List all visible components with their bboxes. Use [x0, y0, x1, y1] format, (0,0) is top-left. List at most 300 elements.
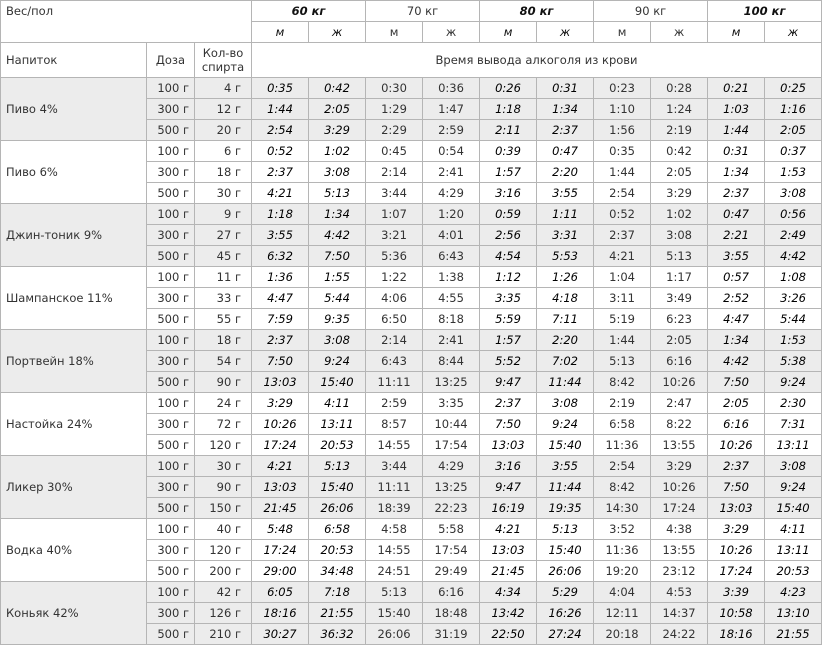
time-cell: 8:57 — [366, 414, 423, 435]
spirit-amount-cell: 27 г — [195, 225, 252, 246]
table-header — [1, 1, 822, 78]
spirit-amount-cell: 90 г — [195, 372, 252, 393]
sex-header-male: м — [366, 22, 423, 43]
time-cell: 5:36 — [366, 246, 423, 267]
time-cell: 0:52 — [252, 141, 309, 162]
spirit-amount-cell: 72 г — [195, 414, 252, 435]
time-cell: 1:11 — [537, 204, 594, 225]
time-cell: 14:55 — [366, 435, 423, 456]
time-cell: 1:53 — [765, 330, 822, 351]
time-cell: 5:13 — [366, 582, 423, 603]
time-cell: 5:38 — [765, 351, 822, 372]
time-cell: 3:08 — [309, 162, 366, 183]
time-cell: 7:59 — [252, 309, 309, 330]
time-cell: 13:11 — [309, 414, 366, 435]
time-cell: 4:11 — [309, 393, 366, 414]
time-cell: 0:54 — [423, 141, 480, 162]
time-cell: 13:25 — [423, 477, 480, 498]
time-cell: 2:05 — [765, 120, 822, 141]
time-cell: 1:34 — [708, 330, 765, 351]
time-cell: 6:16 — [651, 351, 708, 372]
time-cell: 3:55 — [708, 246, 765, 267]
time-cell: 8:18 — [423, 309, 480, 330]
time-cell: 1:53 — [765, 162, 822, 183]
time-cell: 3:49 — [651, 288, 708, 309]
dose-cell: 500 г — [147, 561, 195, 582]
time-cell: 0:59 — [480, 204, 537, 225]
time-cell: 18:16 — [252, 603, 309, 624]
time-cell: 13:03 — [252, 477, 309, 498]
dose-cell: 100 г — [147, 330, 195, 351]
time-cell: 12:11 — [594, 603, 651, 624]
time-cell: 13:11 — [765, 435, 822, 456]
table-row — [1, 204, 822, 225]
time-cell: 13:42 — [480, 603, 537, 624]
time-cell: 4:47 — [252, 288, 309, 309]
time-cell: 2:37 — [708, 183, 765, 204]
time-cell: 2:52 — [708, 288, 765, 309]
table-row — [1, 519, 822, 540]
dose-cell: 500 г — [147, 372, 195, 393]
time-cell: 4:21 — [252, 456, 309, 477]
time-cell: 6:32 — [252, 246, 309, 267]
time-cell: 8:42 — [594, 372, 651, 393]
time-cell: 1:34 — [309, 204, 366, 225]
time-cell: 3:08 — [651, 225, 708, 246]
time-cell: 1:02 — [651, 204, 708, 225]
time-cell: 30:27 — [252, 624, 309, 645]
time-cell: 7:02 — [537, 351, 594, 372]
time-cell: 11:44 — [537, 477, 594, 498]
sex-header-female: ж — [765, 22, 822, 43]
time-cell: 1:02 — [309, 141, 366, 162]
time-cell: 2:54 — [594, 456, 651, 477]
time-cell: 17:54 — [423, 435, 480, 456]
time-cell: 9:35 — [309, 309, 366, 330]
time-cell: 3:29 — [309, 120, 366, 141]
time-cell: 26:06 — [537, 561, 594, 582]
column-header-elimination-time: Время вывода алкоголя из крови — [252, 43, 822, 78]
time-cell: 3:44 — [366, 183, 423, 204]
time-cell: 2:14 — [366, 162, 423, 183]
sex-header-female: ж — [537, 22, 594, 43]
table-row — [1, 141, 822, 162]
dose-cell: 100 г — [147, 141, 195, 162]
time-cell: 11:11 — [366, 477, 423, 498]
time-cell: 1:44 — [708, 120, 765, 141]
time-cell: 1:44 — [594, 330, 651, 351]
spirit-amount-cell: 18 г — [195, 330, 252, 351]
time-cell: 1:56 — [594, 120, 651, 141]
time-cell: 1:26 — [537, 267, 594, 288]
time-cell: 3:21 — [366, 225, 423, 246]
time-cell: 6:05 — [252, 582, 309, 603]
time-cell: 22:23 — [423, 498, 480, 519]
time-cell: 0:30 — [366, 78, 423, 99]
time-cell: 9:24 — [309, 351, 366, 372]
dose-cell: 500 г — [147, 435, 195, 456]
time-cell: 2:37 — [708, 456, 765, 477]
drink-name: Портвейн 18% — [1, 330, 147, 393]
time-cell: 4:21 — [252, 183, 309, 204]
time-cell: 3:44 — [366, 456, 423, 477]
weight-sex-corner-label: Вес/пол — [1, 1, 252, 43]
time-cell: 9:24 — [765, 372, 822, 393]
time-cell: 2:05 — [708, 393, 765, 414]
time-cell: 3:55 — [537, 456, 594, 477]
time-cell: 3:08 — [765, 456, 822, 477]
spirit-amount-cell: 33 г — [195, 288, 252, 309]
time-cell: 0:37 — [765, 141, 822, 162]
time-cell: 26:06 — [309, 498, 366, 519]
time-cell: 2:54 — [252, 120, 309, 141]
table-body — [1, 78, 822, 645]
time-cell: 3:11 — [594, 288, 651, 309]
spirit-amount-cell: 42 г — [195, 582, 252, 603]
table-row — [1, 456, 822, 477]
time-cell: 6:58 — [309, 519, 366, 540]
time-cell: 8:42 — [594, 477, 651, 498]
time-cell: 2:37 — [252, 162, 309, 183]
time-cell: 18:16 — [708, 624, 765, 645]
time-cell: 4:38 — [651, 519, 708, 540]
time-cell: 4:58 — [366, 519, 423, 540]
time-cell: 4:29 — [423, 456, 480, 477]
time-cell: 3:35 — [423, 393, 480, 414]
drink-name: Ликер 30% — [1, 456, 147, 519]
spirit-amount-cell: 126 г — [195, 603, 252, 624]
time-cell: 2:21 — [708, 225, 765, 246]
time-cell: 0:28 — [651, 78, 708, 99]
time-cell: 4:53 — [651, 582, 708, 603]
time-cell: 5:44 — [765, 309, 822, 330]
time-cell: 4:01 — [423, 225, 480, 246]
time-cell: 0:25 — [765, 78, 822, 99]
time-cell: 21:45 — [480, 561, 537, 582]
spirit-amount-cell: 54 г — [195, 351, 252, 372]
time-cell: 4:42 — [765, 246, 822, 267]
dose-cell: 300 г — [147, 603, 195, 624]
time-cell: 1:22 — [366, 267, 423, 288]
column-header-dose: Доза — [147, 43, 195, 78]
time-cell: 2:19 — [594, 393, 651, 414]
dose-cell: 500 г — [147, 183, 195, 204]
time-cell: 1:57 — [480, 330, 537, 351]
dose-cell: 100 г — [147, 393, 195, 414]
spirit-amount-cell: 20 г — [195, 120, 252, 141]
time-cell: 5:13 — [594, 351, 651, 372]
time-cell: 4:18 — [537, 288, 594, 309]
time-cell: 1:29 — [366, 99, 423, 120]
time-cell: 3:55 — [537, 183, 594, 204]
time-cell: 20:53 — [765, 561, 822, 582]
time-cell: 13:03 — [480, 540, 537, 561]
time-cell: 10:26 — [252, 414, 309, 435]
time-cell: 4:34 — [480, 582, 537, 603]
time-cell: 3:35 — [480, 288, 537, 309]
time-cell: 0:31 — [537, 78, 594, 99]
table-row — [1, 393, 822, 414]
time-cell: 13:03 — [252, 372, 309, 393]
time-cell: 2:05 — [651, 330, 708, 351]
time-cell: 1:18 — [252, 204, 309, 225]
spirit-amount-cell: 120 г — [195, 435, 252, 456]
time-cell: 4:47 — [708, 309, 765, 330]
time-cell: 1:47 — [423, 99, 480, 120]
time-cell: 1:18 — [480, 99, 537, 120]
time-cell: 5:13 — [537, 519, 594, 540]
spirit-amount-cell: 11 г — [195, 267, 252, 288]
column-header-spirit: Кол-во спирта — [195, 43, 252, 78]
time-cell: 13:25 — [423, 372, 480, 393]
time-cell: 0:42 — [651, 141, 708, 162]
dose-cell: 100 г — [147, 78, 195, 99]
time-cell: 15:40 — [366, 603, 423, 624]
time-cell: 27:24 — [537, 624, 594, 645]
time-cell: 23:12 — [651, 561, 708, 582]
spirit-amount-cell: 9 г — [195, 204, 252, 225]
time-cell: 15:40 — [537, 435, 594, 456]
time-cell: 0:26 — [480, 78, 537, 99]
time-cell: 1:34 — [708, 162, 765, 183]
time-cell: 4:42 — [309, 225, 366, 246]
time-cell: 6:58 — [594, 414, 651, 435]
time-cell: 1:34 — [537, 99, 594, 120]
time-cell: 20:53 — [309, 435, 366, 456]
time-cell: 17:24 — [708, 561, 765, 582]
time-cell: 2:29 — [366, 120, 423, 141]
dose-cell: 500 г — [147, 246, 195, 267]
time-cell: 21:55 — [309, 603, 366, 624]
time-cell: 15:40 — [765, 498, 822, 519]
table-row — [1, 78, 822, 99]
spirit-amount-cell: 45 г — [195, 246, 252, 267]
dose-cell: 300 г — [147, 288, 195, 309]
time-cell: 8:44 — [423, 351, 480, 372]
time-cell: 11:36 — [594, 435, 651, 456]
table-row — [1, 330, 822, 351]
time-cell: 31:19 — [423, 624, 480, 645]
time-cell: 1:20 — [423, 204, 480, 225]
time-cell: 0:47 — [537, 141, 594, 162]
time-cell: 4:42 — [708, 351, 765, 372]
time-cell: 2:41 — [423, 330, 480, 351]
time-cell: 19:35 — [537, 498, 594, 519]
dose-cell: 500 г — [147, 624, 195, 645]
sex-header-male: м — [252, 22, 309, 43]
dose-cell: 300 г — [147, 414, 195, 435]
time-cell: 6:16 — [708, 414, 765, 435]
time-cell: 26:06 — [366, 624, 423, 645]
time-cell: 2:49 — [765, 225, 822, 246]
time-cell: 2:11 — [480, 120, 537, 141]
time-cell: 3:31 — [537, 225, 594, 246]
time-cell: 9:24 — [765, 477, 822, 498]
time-cell: 7:50 — [708, 372, 765, 393]
time-cell: 10:26 — [651, 477, 708, 498]
time-cell: 17:24 — [252, 435, 309, 456]
drink-name: Пиво 6% — [1, 141, 147, 204]
time-cell: 3:26 — [765, 288, 822, 309]
time-cell: 1:24 — [651, 99, 708, 120]
time-cell: 16:19 — [480, 498, 537, 519]
time-cell: 10:26 — [708, 540, 765, 561]
time-cell: 13:10 — [765, 603, 822, 624]
time-cell: 6:23 — [651, 309, 708, 330]
drink-name: Настойка 24% — [1, 393, 147, 456]
dose-cell: 100 г — [147, 519, 195, 540]
weight-header-90: 90 кг — [594, 1, 708, 22]
time-cell: 29:49 — [423, 561, 480, 582]
time-cell: 2:05 — [309, 99, 366, 120]
time-cell: 1:08 — [765, 267, 822, 288]
time-cell: 15:40 — [309, 477, 366, 498]
time-cell: 7:31 — [765, 414, 822, 435]
time-cell: 5:59 — [480, 309, 537, 330]
time-cell: 2:59 — [366, 393, 423, 414]
time-cell: 13:03 — [480, 435, 537, 456]
time-cell: 7:11 — [537, 309, 594, 330]
time-cell: 24:51 — [366, 561, 423, 582]
dose-cell: 100 г — [147, 582, 195, 603]
time-cell: 5:58 — [423, 519, 480, 540]
time-cell: 2:37 — [594, 225, 651, 246]
time-cell: 1:12 — [480, 267, 537, 288]
time-cell: 0:52 — [594, 204, 651, 225]
dose-cell: 100 г — [147, 204, 195, 225]
time-cell: 2:30 — [765, 393, 822, 414]
time-cell: 4:29 — [423, 183, 480, 204]
time-cell: 1:17 — [651, 267, 708, 288]
column-header-drink: Напиток — [1, 43, 147, 78]
time-cell: 0:23 — [594, 78, 651, 99]
time-cell: 7:50 — [708, 477, 765, 498]
time-cell: 3:16 — [480, 456, 537, 477]
time-cell: 22:50 — [480, 624, 537, 645]
time-cell: 1:38 — [423, 267, 480, 288]
drink-name: Шампанское 11% — [1, 267, 147, 330]
time-cell: 1:36 — [252, 267, 309, 288]
time-cell: 7:18 — [309, 582, 366, 603]
time-cell: 3:08 — [309, 330, 366, 351]
time-cell: 14:37 — [651, 603, 708, 624]
dose-cell: 500 г — [147, 120, 195, 141]
time-cell: 5:13 — [309, 183, 366, 204]
spirit-amount-cell: 200 г — [195, 561, 252, 582]
dose-cell: 300 г — [147, 99, 195, 120]
time-cell: 0:36 — [423, 78, 480, 99]
time-cell: 1:04 — [594, 267, 651, 288]
time-cell: 2:47 — [651, 393, 708, 414]
time-cell: 36:32 — [309, 624, 366, 645]
time-cell: 2:41 — [423, 162, 480, 183]
time-cell: 11:36 — [594, 540, 651, 561]
time-cell: 0:21 — [708, 78, 765, 99]
time-cell: 0:39 — [480, 141, 537, 162]
time-cell: 4:54 — [480, 246, 537, 267]
dose-cell: 300 г — [147, 351, 195, 372]
weight-header-80: 80 кг — [480, 1, 594, 22]
time-cell: 9:47 — [480, 477, 537, 498]
time-cell: 18:48 — [423, 603, 480, 624]
table-row — [1, 267, 822, 288]
time-cell: 1:57 — [480, 162, 537, 183]
time-cell: 0:35 — [594, 141, 651, 162]
spirit-amount-cell: 24 г — [195, 393, 252, 414]
time-cell: 5:13 — [309, 456, 366, 477]
time-cell: 1:16 — [765, 99, 822, 120]
time-cell: 2:56 — [480, 225, 537, 246]
weight-header-100: 100 кг — [708, 1, 822, 22]
spirit-amount-cell: 18 г — [195, 162, 252, 183]
time-cell: 7:50 — [480, 414, 537, 435]
time-cell: 17:24 — [252, 540, 309, 561]
time-cell: 14:55 — [366, 540, 423, 561]
time-cell: 7:50 — [309, 246, 366, 267]
time-cell: 3:55 — [252, 225, 309, 246]
dose-cell: 500 г — [147, 309, 195, 330]
time-cell: 20:18 — [594, 624, 651, 645]
time-cell: 6:16 — [423, 582, 480, 603]
time-cell: 10:58 — [708, 603, 765, 624]
time-cell: 10:26 — [651, 372, 708, 393]
time-cell: 2:37 — [252, 330, 309, 351]
time-cell: 1:10 — [594, 99, 651, 120]
time-cell: 0:42 — [309, 78, 366, 99]
dose-cell: 300 г — [147, 477, 195, 498]
time-cell: 3:08 — [537, 393, 594, 414]
table-row — [1, 582, 822, 603]
spirit-amount-cell: 120 г — [195, 540, 252, 561]
time-cell: 4:21 — [480, 519, 537, 540]
sex-header-female: ж — [651, 22, 708, 43]
spirit-amount-cell: 6 г — [195, 141, 252, 162]
weight-header-60: 60 кг — [252, 1, 366, 22]
sex-header-female: ж — [423, 22, 480, 43]
time-cell: 4:06 — [366, 288, 423, 309]
dose-cell: 500 г — [147, 498, 195, 519]
dose-cell: 300 г — [147, 162, 195, 183]
drink-name: Коньяк 42% — [1, 582, 147, 645]
drink-name: Пиво 4% — [1, 78, 147, 141]
time-cell: 4:21 — [594, 246, 651, 267]
time-cell: 5:29 — [537, 582, 594, 603]
time-cell: 0:47 — [708, 204, 765, 225]
time-cell: 20:53 — [309, 540, 366, 561]
time-cell: 1:55 — [309, 267, 366, 288]
time-cell: 2:54 — [594, 183, 651, 204]
time-cell: 7:50 — [252, 351, 309, 372]
sex-header-female: ж — [309, 22, 366, 43]
spirit-amount-cell: 30 г — [195, 183, 252, 204]
spirit-amount-cell: 12 г — [195, 99, 252, 120]
time-cell: 13:55 — [651, 435, 708, 456]
spirit-amount-cell: 55 г — [195, 309, 252, 330]
time-cell: 21:45 — [252, 498, 309, 519]
spirit-amount-cell: 40 г — [195, 519, 252, 540]
sex-header-male: м — [480, 22, 537, 43]
time-cell: 0:35 — [252, 78, 309, 99]
time-cell: 3:29 — [252, 393, 309, 414]
time-cell: 34:48 — [309, 561, 366, 582]
time-cell: 3:29 — [708, 519, 765, 540]
time-cell: 1:44 — [252, 99, 309, 120]
time-cell: 2:20 — [537, 330, 594, 351]
dose-cell: 300 г — [147, 225, 195, 246]
time-cell: 2:37 — [537, 120, 594, 141]
time-cell: 18:39 — [366, 498, 423, 519]
time-cell: 29:00 — [252, 561, 309, 582]
